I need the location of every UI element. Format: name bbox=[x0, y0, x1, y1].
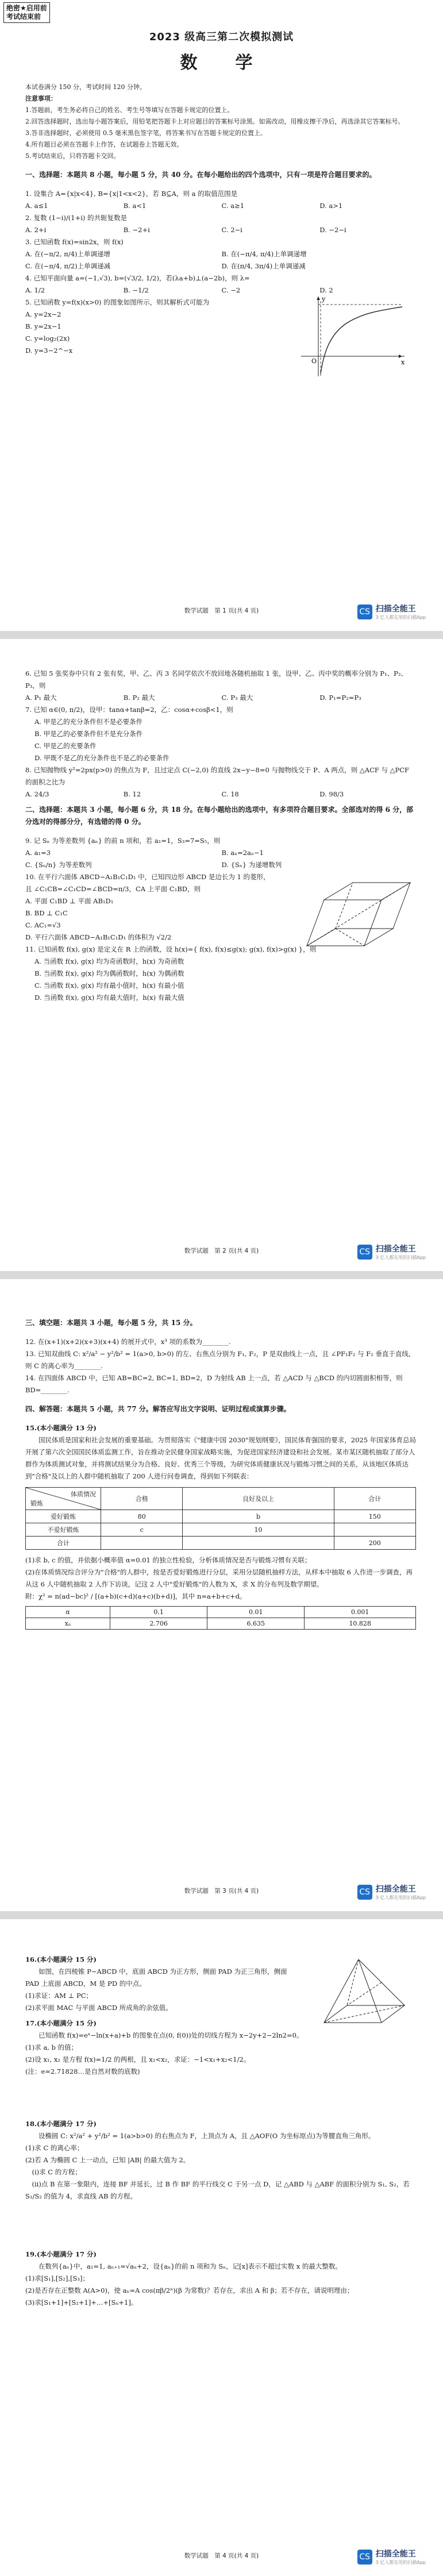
option: D. P₁=P₂=P₃ bbox=[319, 694, 361, 702]
option: C. 2−i bbox=[221, 226, 242, 234]
question-heading: 15.(本小题满分 13 分) bbox=[25, 1424, 97, 1432]
option: C. a≥1 bbox=[221, 202, 245, 210]
question-part: (3)求[S₁+1]+[S₂+1]+…+[Sₙ+1]。 bbox=[25, 2298, 138, 2307]
option: D. 平行六面体 ABCD−A₁B₁C₁D₁ 的体积为 √2/2 bbox=[25, 933, 172, 941]
option: C. P₃ 最大 bbox=[221, 694, 253, 702]
options-row bbox=[25, 788, 418, 800]
option: C. −2 bbox=[221, 286, 241, 294]
table-header: 良好及以上 bbox=[183, 1488, 334, 1510]
question-body: 国民体质是国家和社会发展的重要基础。为贯彻落实《"健康中国 2030"规划纲要》，国民体育强国的要求，2025 年国家体育总局开展了第六次全国国民体质监测工作，旨在推动全民健身国家战略实施，为促进国家经济建设和社会发展。某市某区随机抽取了部分人群作为体质测试对象，并将测试结果分为合格、良好、优秀三个等级，为研究体质健康状况与锻炼习惯之间的关系，从该地区体质达到"合格"及以上的人群中随机抽取了 200 人进行问卷调查，得到如下列联表： bbox=[25, 1436, 417, 1480]
option: C. 18 bbox=[221, 790, 239, 798]
scanner-logo: CS 扫描全能王 3 亿人都在用的扫描App bbox=[357, 1243, 426, 1261]
option: B. y=2x−1 bbox=[25, 322, 61, 330]
page-footer: 数学试题 第 2 页(共 4 页) bbox=[184, 1247, 259, 1254]
option: A. P₁ 最大 bbox=[25, 694, 57, 702]
scanner-logo: CS 扫描全能王 3 亿人都在用的扫描App bbox=[357, 603, 426, 621]
option: D. 当函数 f(x), g(x) 均有最大值时，h(x) 有最大值 bbox=[34, 994, 184, 1002]
option: B. −2+i bbox=[123, 226, 150, 234]
question-heading: 16.(本小题满分 15 分) bbox=[25, 1955, 97, 1963]
subject-title: 数 学 bbox=[180, 53, 263, 73]
option: B. BD ⊥ C₁C bbox=[25, 909, 68, 917]
question-stem: 3. 已知函数 f(x)=sin2x，则 f(x) bbox=[25, 238, 124, 246]
option: C. y=log₂(2x) bbox=[25, 334, 70, 342]
option: B. P₂ 最大 bbox=[123, 694, 155, 702]
options-row bbox=[25, 260, 418, 272]
option: A. a≤1 bbox=[25, 202, 48, 210]
options-row bbox=[25, 200, 418, 212]
option: B. 甲是乙的必要条件但不是充分条件 bbox=[34, 730, 143, 738]
formula: 附：χ² = n(ad−bc)² / [(a+b)(c+d)(a+c)(b+d)]，其中 n=a+b+c+d。 bbox=[25, 1592, 246, 1600]
option: D. 98/3 bbox=[319, 790, 344, 798]
table-header: 合格 bbox=[101, 1488, 183, 1510]
question-body: 如图，在四棱锥 P−ABCD 中，底面 ABCD 为正方形，侧面 PAD 为正三角形，侧面 PAD 上底面 ABCD，M 是 PD 的中点。 bbox=[25, 1967, 287, 1988]
section-heading: 一、选择题：本题共 8 小题，每小题 5 分，共 40 分。在每小题给出的四个选项中，只有一项是符合题目要求的。 bbox=[25, 171, 376, 179]
scanner-logo: CS 扫描全能王 3 亿人都在用的扫描App bbox=[357, 1883, 426, 1901]
question-stem: 8. 已知抛物线 y²=2px(p>0) 的焦点为 F，且过定点 C(−2,0) 的直线 2x−y−8=0 与抛物线交于 P、A 两点，则 △ACF 与 △PCF 的面积之比为 bbox=[25, 766, 410, 786]
question-stem: 6. 已知 5 张奖券中只有 2 张有奖，甲、乙、丙 3 名同学依次不放回地各随机抽取 1 张，设甲、乙、丙中奖的概率分别为 P₁、P₂、P₃，则 bbox=[25, 669, 407, 690]
question-stem: 7. 已知 α∈(0, π/2)，设甲：tanα+tanβ=2，乙：cosα+cosβ<1，则 bbox=[25, 706, 233, 714]
note-line: 3.答非选择题时，必须使用 0.5 毫米黑色签字笔，将答案书写在答题卡规定的位置上。 bbox=[25, 129, 267, 137]
question-note: (注：e≈2.71828…是自然对数的底数) bbox=[25, 2067, 140, 2076]
page-1 bbox=[0, 0, 443, 631]
graph-origin-label: O bbox=[311, 357, 317, 365]
question-part: (2)是否存在正整数 A(A>0)，使 aₙ=A cos(πβ/2ⁿ)(β 为常数)？若存在，求出 A 和 β；若不存在，请说明理由； bbox=[25, 2286, 354, 2294]
option: B. −1/2 bbox=[123, 286, 149, 294]
cs-logo-icon: CS bbox=[357, 604, 372, 619]
option: B. aₙ=2aₙ−1 bbox=[221, 849, 264, 857]
question-part: (1)求[S₁],[S₂],[S₃]； bbox=[25, 2274, 89, 2282]
question-stem: 5. 已知函数 y=f(x)(x>0) 的图象如图所示，则其解析式可能为 bbox=[25, 298, 210, 306]
section-heading: 四、解答题：本题共 5 小题，共 77 分。解答应写出文字说明、证明过程或演算步骤。 bbox=[25, 1405, 291, 1413]
fill-question: 12. 在(x+1)(x+2)(x+3)(x+4) 的展开式中，x³ 项的系数为________. bbox=[25, 1338, 231, 1346]
option: D. 在(π/4, 3π/4)上单调递减 bbox=[221, 262, 306, 270]
graph-x-label: x bbox=[401, 359, 405, 366]
fill-question: 14. 在四面体 ABCD 中，已知 AB=BC=2, BC=1, BD=2，D 为射线 AB 上一点，若 △ACD 与 △BCD 的内切圆面积相等，则 BD=________. bbox=[25, 1374, 403, 1394]
table-row: 爱好锻炼 80 b 150 bbox=[26, 1510, 416, 1523]
question-stem: 11. 已知函数 f(x), g(x) 是定义在 R 上的函数，设 h(x)={ f(x), f(x)≤g(x); g(x), f(x)>g(x) }，则 bbox=[25, 945, 317, 953]
question-5 bbox=[25, 295, 418, 366]
options-row bbox=[25, 847, 418, 859]
cs-logo-icon: CS bbox=[357, 1245, 372, 1260]
options-row bbox=[25, 692, 418, 704]
page-footer: 数学试题 第 4 页(共 4 页) bbox=[184, 2552, 259, 2559]
options-row bbox=[25, 248, 418, 260]
question-heading: 18.(本小题满分 17 分) bbox=[25, 2120, 97, 2128]
question-part: (2)求平面 MAC 与平面 ABCD 所成角的余弦值。 bbox=[25, 2004, 172, 2012]
option: D. y=3−2^−x bbox=[25, 346, 73, 355]
option: D. 2 bbox=[319, 286, 333, 294]
question-body: 已知函数 f(x)=eˣ−ln(x+a)+b 的图象在点(0, f(0))处的切线方程为 x−2y+2−2ln2=0。 bbox=[38, 2031, 303, 2039]
parallelepiped-figure bbox=[295, 877, 416, 963]
cs-logo-icon: CS bbox=[357, 1885, 372, 1900]
option: C. 甲是乙的充要条件 bbox=[34, 742, 97, 750]
option: D. −2−i bbox=[319, 226, 346, 234]
question-body: 在数列{aₙ}中，a₁=1, aₙ₊₁=√aₙ+2，设{aₙ}的前 n 项和为 Sₙ，记[x]表示不超过实数 x 的最大整数。 bbox=[38, 2262, 342, 2270]
option: C. 当函数 f(x), g(x) 均有最小值时，h(x) 有最小值 bbox=[34, 981, 184, 989]
option: A. 1/2 bbox=[25, 286, 45, 294]
note-line: 本试卷满分 150 分，考试时间 120 分钟。 bbox=[25, 83, 146, 91]
question-part: (ii)点 B 在第一象限内，连接 BF 并延长，过 B 作 BF 的平行线交 C 于另一点 D，记 △ABD 与 △ABF 的面积分别为 S₁, S₂，若 S₁/S₂ 的值为 4，求直线 AB 的方程。 bbox=[25, 2180, 410, 2200]
table-row: α 0.1 0.01 0.001 bbox=[26, 1607, 416, 1618]
option: D. a>1 bbox=[319, 202, 343, 210]
question-part: (i)求 C 的方程； bbox=[25, 2168, 82, 2176]
question-part: (2)设 x₁, x₂ 是方程 f(x)=1/2 的两根，且 x₁<x₂，求证：−1<x₁+x₂<1/2。 bbox=[25, 2055, 251, 2063]
question-16 bbox=[25, 1954, 418, 2014]
option: B. a<1 bbox=[123, 202, 147, 210]
confidential-stamp: 绝密★启用前 考试结束前 bbox=[3, 2, 50, 23]
table-row: 合计 200 bbox=[26, 1537, 416, 1550]
question-heading: 17.(本小题满分 15 分) bbox=[25, 2019, 97, 2027]
question-part: (2)若 A 为椭圆 C 上一动点，已知 |AB| 的最大值为 2。 bbox=[25, 2156, 190, 2164]
options-row bbox=[25, 859, 418, 871]
option: D. 甲既不是乙的充分条件也不是乙的必要条件 bbox=[34, 754, 170, 762]
section-heading: 三、填空题：本题共 3 小题，每小题 5 分，共 15 分。 bbox=[25, 1319, 197, 1327]
question-body: 设椭圆 C: x²/a² + y²/b² = 1(a>b>0) 的右焦点为 F，上顶点为 A，且 △AOF(O 为坐标原点)为等腰直角三角形。 bbox=[38, 2132, 375, 2140]
question-stem: 2. 复数 (1−i)/(1+i) 的共轭复数是 bbox=[25, 214, 128, 222]
table-row: xₐ 2.706 6.635 10.828 bbox=[26, 1618, 416, 1630]
question-stem: 4. 已知平面向量 a=(−1,√3), b=(√3/2, 1/2)，若(λa+b)⊥(a−2b)，则 λ= bbox=[25, 274, 250, 282]
question-stem: 10. 在平行六面体 ABCD−A₁B₁C₁D₁ 中，已知四边形 ABCD 是边长为 1 的菱形，且 ∠C₁CB=∠C₁CD=∠BCD=π/3，CA 上平面 C₁BD，则 bbox=[25, 873, 270, 893]
question-part: (2)在体质情况综合评分为"合格"的人群中，按是否爱好锻炼进行分层，采用分层随机抽样方法，从样本中抽取 6 人作进一步调查，再从这 6 人中随机抽取 2 人作下访谈，记这 2 人中"爱好锻炼"的人数为 X，求 X 的分布列及数学期望。 bbox=[25, 1568, 413, 1588]
option: A. 当函数 f(x), g(x) 均为奇函数时，h(x) 为奇函数 bbox=[34, 957, 184, 965]
scanner-logo: CS 扫描全能王 3 亿人都在用的扫描App bbox=[357, 2548, 426, 2566]
option: C. AC₁=√3 bbox=[25, 921, 61, 929]
cs-logo-icon: CS bbox=[357, 2550, 372, 2565]
function-graph bbox=[295, 293, 410, 379]
question-part: (1)求 C 的离心率； bbox=[25, 2144, 84, 2152]
option: A. 2+i bbox=[25, 226, 47, 234]
table-corner: 体质情况 锻炼 bbox=[26, 1488, 101, 1510]
option: A. 24/3 bbox=[25, 790, 49, 798]
page-footer: 数学试题 第 3 页(共 4 页) bbox=[184, 1888, 259, 1895]
option: A. y=2x−2 bbox=[25, 310, 61, 318]
question-part: (1)求证：AM ⊥ PC； bbox=[25, 1992, 93, 2000]
fill-question: 13. 已知双曲线 C: x²/a² − y²/b² = 1(a>0, b>0) 的左、右焦点分别为 F₁, F₂，P 是双曲线上一点，且 ∠PF₁F₂ 与 F₂ 垂直于直线，则 C 的离心率为________. bbox=[25, 1350, 415, 1370]
note-line: 1.答题前，考生务必将自己的姓名、考生号等填写在答题卡规定的位置上。 bbox=[25, 106, 234, 114]
page-footer: 数学试题 第 1 页(共 4 页) bbox=[184, 607, 259, 614]
note-line: 注意事项： bbox=[25, 95, 57, 102]
page-4 bbox=[0, 1919, 443, 2576]
question-heading: 19.(本小题满分 17 分) bbox=[25, 2250, 97, 2258]
option: A. 甲是乙的充分条件但不是必要条件 bbox=[34, 718, 143, 726]
critical-value-table bbox=[25, 1606, 416, 1630]
page-2 bbox=[0, 639, 443, 1271]
option: B. 在(−π/4, π/4)上单调递增 bbox=[221, 250, 307, 258]
note-line: 4.所有题目必须在答题卡上作答，在试题卷上答题无效。 bbox=[25, 141, 183, 148]
question-part: (1)求 a, b 的值； bbox=[25, 2043, 78, 2051]
option: A. a₁=3 bbox=[25, 849, 51, 857]
question-stem: 1. 设集合 A={x|x<4}, B={x|1<x<2}，若 B⊆A，则 a 的取值范围是 bbox=[25, 190, 238, 198]
option: D. {Sₙ} 为递增数列 bbox=[221, 861, 282, 869]
note-line: 5.考试结束后，只将答题卡交回。 bbox=[25, 152, 120, 160]
graph-y-label: y bbox=[322, 295, 326, 303]
section-heading: 二、选择题：本题共 3 小题，每小题 6 分，共 18 分。在每小题给出的选项中，有多项符合题目要求。全部选对的得 6 分，部分选对的得部分分，有选错的得 0 分。 bbox=[25, 806, 414, 826]
table-header: 合计 bbox=[334, 1488, 416, 1510]
note-line: 2.回答选择题时，选出每小题答案后，用铅笔把答题卡上对应题目的答案标号涂黑。如需改动，用橡皮擦干净后，再选涂其它答案标号。 bbox=[25, 118, 405, 125]
pyramid-figure bbox=[313, 1954, 416, 2040]
option: B. 当函数 f(x), g(x) 均为偶函数时，h(x) 为偶函数 bbox=[34, 969, 184, 977]
option: A. 在(−π/2, π/4)上单调递增 bbox=[25, 250, 111, 258]
contingency-table bbox=[25, 1487, 416, 1550]
options-row bbox=[25, 224, 418, 236]
option: A. 平面 C₁BD ⊥ 平面 AB₁D₁ bbox=[25, 897, 114, 905]
table-row: 不爱好锻炼 c 10 bbox=[26, 1523, 416, 1537]
exam-title: 2023 级高三第二次模拟测试 bbox=[149, 31, 294, 43]
option: B. 12 bbox=[123, 790, 141, 798]
option: C. 在(−π/4, π/2)上单调递减 bbox=[25, 262, 111, 270]
option: C. {Sₙ/n} 为等差数列 bbox=[25, 861, 92, 869]
page-3 bbox=[0, 1279, 443, 1911]
question-part: (1)求 b, c 的值，并依据小概率值 α=0.01 的独立性检验，分析体质情况是否与锻炼习惯有关联； bbox=[25, 1556, 311, 1564]
question-10 bbox=[25, 871, 418, 944]
question-stem: 9. 记 Sₙ 为等差数列 {aₙ} 的前 n 项和，若 a₁=1，S₃=7=S₅，则 bbox=[25, 837, 221, 845]
